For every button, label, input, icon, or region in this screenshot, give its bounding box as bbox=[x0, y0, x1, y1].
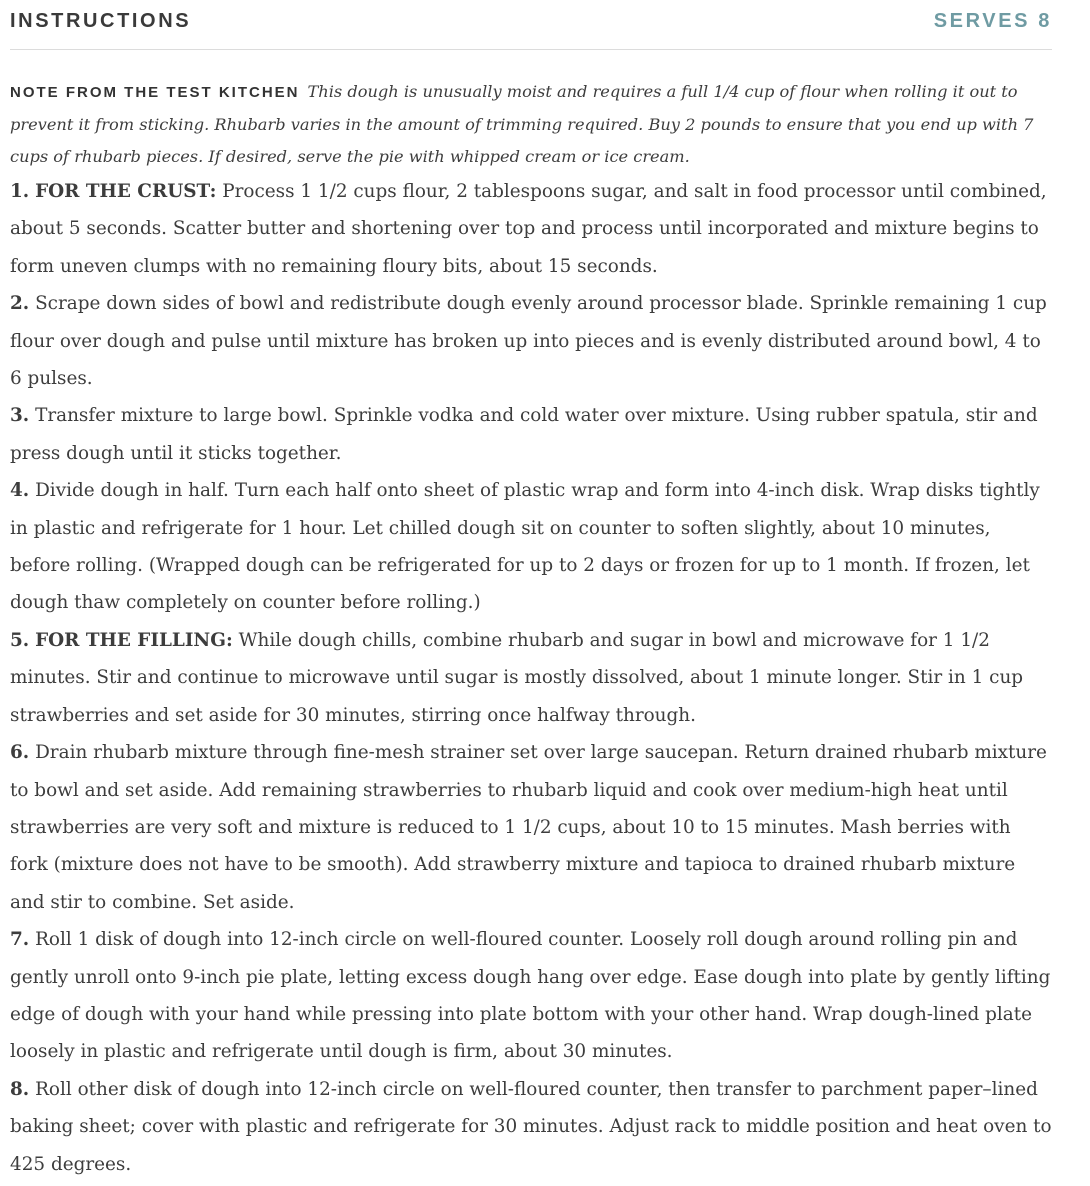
step-number: 6. bbox=[10, 742, 30, 764]
step-text: Process 1 1/2 cups flour, 2 tablespoons sugar, and salt in food processor until combined, about 5 seconds. Scatter butter and shortening over top and process until incorporated and mixture begins to form uneven clumps with no remaining floury bits, about 15 seconds. bbox=[10, 181, 1047, 277]
step-number: 1. bbox=[10, 181, 30, 202]
step-text: Roll other disk of dough into 12-inch circle on well-floured counter, then transfer to parchment paper–lined baking sheet; cover with plastic and refrigerate for 30 minutes. Adjust rack to middle position and heat oven to 425 degrees. bbox=[10, 1078, 1052, 1175]
step-text: Transfer mixture to large bowl. Sprinkle vodka and cold water over mixture. Using rubber spatula, stir and press dough until it sticks together. bbox=[10, 405, 1038, 464]
steps-list bbox=[10, 173, 1052, 1183]
step-text: Drain rhubarb mixture through fine-mesh strainer set over large saucepan. Return drained rhubarb mixture to bowl and set aside. Add remaining strawberries to rhubarb liquid and cook over medium-high heat until strawberries are very soft and mixture is reduced to 1 1/2 cups, about 10 to 15 minutes. Mash berries with fork (mixture does not have to be smooth). Add strawberry mixture and tapioca to drained rhubarb mixture and stir to combine. Set aside. bbox=[10, 742, 1047, 913]
step-text: While dough chills, combine rhubarb and sugar in bowl and microwave for 1 1/2 minutes. Stir and continue to microwave until sugar is mostly dissolved, about 1 minute longer. Stir in 1 cup strawberries and set aside for 30 minutes, stirring once halfway through. bbox=[10, 629, 1024, 726]
step-1 bbox=[10, 173, 1052, 285]
note-label: NOTE FROM THE TEST KITCHEN bbox=[10, 84, 300, 101]
step-number: 5. bbox=[10, 629, 30, 651]
test-kitchen-note bbox=[10, 76, 1052, 173]
note-text: This dough is unusually moist and requires a full 1/4 cup of flour when rolling it out to prevent it from sticking. Rhubarb varies in the amount of trimming required. Buy 2 pounds to ensure that you end up with 7 cups of rhubarb pieces. If desired, serve the pie with whipped cream or ice cream. bbox=[10, 82, 1034, 166]
step-7 bbox=[10, 921, 1052, 1071]
instructions-header bbox=[10, 0, 1052, 50]
step-number: 3. bbox=[10, 405, 30, 427]
step-3 bbox=[10, 397, 1052, 472]
step-number: 7. bbox=[10, 929, 30, 951]
serves-count: SERVES 8 bbox=[933, 10, 1052, 32]
step-text: Roll 1 disk of dough into 12-inch circle on well-floured counter. Loosely roll dough around rolling pin and gently unroll onto 9-inch pie plate, letting excess dough hang over edge. Ease dough into plate by gently lifting edge of dough with your hand while pressing into plate bottom with your other hand. Wrap dough-lined plate loosely in plastic and refrigerate until dough is firm, about 30 minutes. bbox=[10, 929, 1051, 1063]
step-text: Scrape down sides of bowl and redistribute dough evenly around processor blade. Sprinkle remaining 1 cup flour over dough and pulse until mixture has broken up into pieces and is evenly distributed around bowl, 4 to 6 pulses. bbox=[10, 293, 1047, 390]
step-6 bbox=[10, 734, 1052, 921]
step-number: 4. bbox=[10, 480, 30, 502]
step-text: Divide dough in half. Turn each half onto sheet of plastic wrap and form into 4-inch disk. Wrap disks tightly in plastic and refrigerate for 1 hour. Let chilled dough sit on counter to soften slightly, about 10 minutes, before rolling. (Wrapped dough can be refrigerated for up to 2 days or frozen for up to 1 month. If frozen, let dough thaw completely on counter before rolling.) bbox=[10, 480, 1040, 614]
step-5 bbox=[10, 622, 1052, 734]
step-number: 8. bbox=[10, 1078, 30, 1100]
step-number: 2. bbox=[10, 293, 30, 315]
instructions-title: INSTRUCTIONS bbox=[10, 10, 192, 32]
step-8 bbox=[10, 1071, 1052, 1183]
recipe-instructions bbox=[10, 0, 1052, 1183]
step-4 bbox=[10, 472, 1052, 622]
step-heading: FOR THE FILLING: bbox=[35, 629, 233, 651]
step-heading: FOR THE CRUST: bbox=[35, 181, 217, 202]
step-2 bbox=[10, 285, 1052, 397]
